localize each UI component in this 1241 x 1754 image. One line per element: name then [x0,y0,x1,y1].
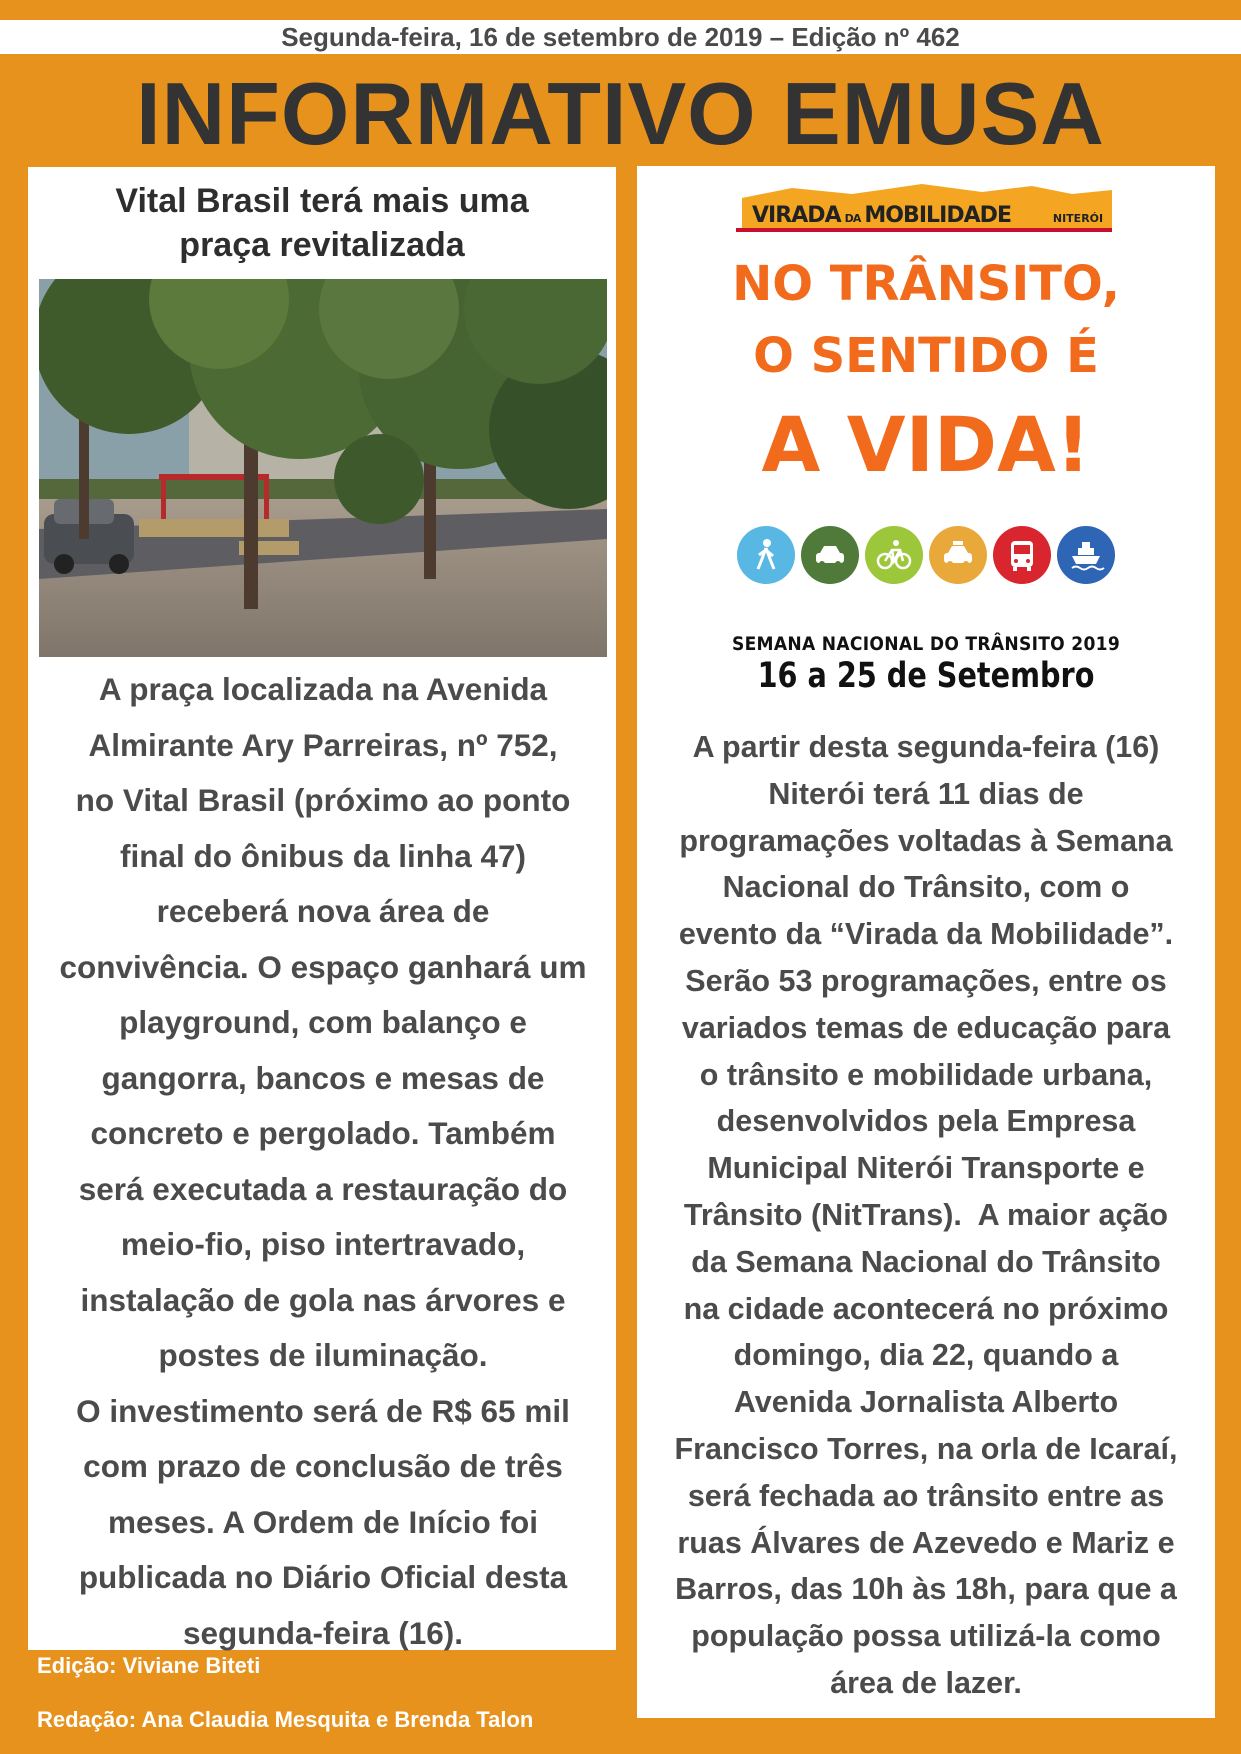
right-body-line: programações voltadas à Semana [679,823,1173,858]
right-body-line: o trânsito e mobilidade urbana, [699,1057,1153,1092]
right-body-line: desenvolvidos pela Empresa [716,1104,1136,1139]
right-article-body [637,724,1215,1707]
right-body-line: Avenida Jornalista Alberto [733,1385,1119,1420]
left-body-line: playground, com balanço e [119,1004,527,1040]
car-icon [801,526,859,584]
right-body-line: Nacional do Trânsito, com o [722,870,1130,905]
week-label: SEMANA NACIONAL DO TRÂNSITO 2019 [731,633,1121,655]
right-body-line: será fechada ao trânsito entre as [687,1478,1165,1513]
right-body-line: domingo, dia 22, quando a [733,1338,1119,1373]
right-body-line: área de lazer. [830,1665,1022,1700]
right-body-line: Barros, das 10h às 18h, para que a [675,1572,1177,1607]
left-body-line: gangorra, bancos e mesas de [101,1059,545,1096]
left-body-line: com prazo de conclusão de três [83,1448,563,1484]
left-body-line: publicada no Diário Oficial desta [78,1559,568,1595]
right-body-line: variados temas de educação para [681,1010,1171,1045]
left-body-line: final do ônibus da linha 47) [119,837,527,874]
left-body-line: segunda-feira (16). [182,1614,464,1651]
left-body-line: será executada a restauração do [78,1170,568,1207]
virada-banner-graphic [732,184,1116,242]
dateline: Segunda-feira, 16 de setembro de 2019 – Edição nº 462 [0,20,1241,54]
bicycle-icon [865,526,923,584]
banner-city: NITERÓI [1052,212,1104,225]
right-body-line: A partir desta segunda-feira (16) [692,730,1160,764]
right-body-line: na cidade acontecerá no próximo [683,1291,1169,1326]
right-body-line: população possa utilizá-la como [691,1619,1161,1654]
credit-redacao: Redação: Ana Claudia Mesquita e Brenda Talon [37,1707,534,1732]
taxi-icon [929,526,987,584]
right-body-line: evento da “Virada da Mobilidade”. [678,917,1174,952]
banner-da: DA [844,212,862,225]
banner-title-text [752,203,1012,228]
left-article-title [28,179,616,267]
right-body-line: Francisco Torres, na orla de Icaraí, [674,1431,1178,1466]
slogan-line-2: O SENTIDO É [753,328,1099,384]
slogan-line-1: NO TRÂNSITO, [732,256,1120,312]
left-body-line: receberá nova área de [156,893,490,929]
left-body-line: meses. A Ordem de Início foi [107,1503,539,1540]
week-dates: 16 a 25 de Setembro [757,656,1095,696]
praca-photo-illustration [39,279,607,657]
left-body-line: convivência. O espaço ganhará um [59,948,587,985]
credit-edicao: Edição: Viviane Biteti [37,1653,261,1678]
street-photo [39,279,607,657]
pedestrian-icon [737,526,795,584]
left-article [28,167,616,1650]
left-body-line: concreto e pergolado. Também [90,1115,556,1151]
left-body-line: no Vital Brasil (próximo ao ponto [75,782,571,818]
right-body-line: Serão 53 programações, entre os [685,963,1167,998]
left-body-line: meio-fio, piso intertravado, [120,1226,526,1262]
masthead-title: INFORMATIVO EMUSA [136,64,1105,163]
banner-mobilidade: MOBILIDADE [864,203,1012,228]
left-body-line: Almirante Ary Parreiras, nº 752, [88,726,558,763]
left-article-body [36,662,610,1661]
boat-icon [1057,526,1115,584]
right-body-line: da Semana Nacional do Trânsito [691,1244,1161,1279]
right-body-line: Trânsito (NitTrans). A maior ação [683,1197,1169,1232]
slogan-line-3: A VIDA! [761,400,1091,489]
right-article [637,166,1215,1718]
mobility-icons-row [737,526,1137,586]
bus-icon [993,526,1051,584]
right-body-line: Municipal Niterói Transporte e [707,1151,1145,1186]
left-body-line: postes de iluminação. [158,1337,488,1373]
virada-mobilidade-banner [732,184,1116,242]
right-body-line: Niterói terá 11 dias de [768,776,1084,811]
banner-virada: VIRADA [752,203,842,228]
right-body-line: ruas Álvares de Azevedo e Mariz e [677,1525,1175,1560]
left-body-line: O investimento será de R$ 65 mil [76,1392,570,1429]
left-body-line: instalação de gola nas árvores e [80,1281,566,1318]
left-title-line-1: Vital Brasil terá mais uma [115,182,529,220]
left-body-line: A praça localizada na Avenida [98,671,548,707]
left-title-line-2: praça revitalizada [179,226,465,264]
